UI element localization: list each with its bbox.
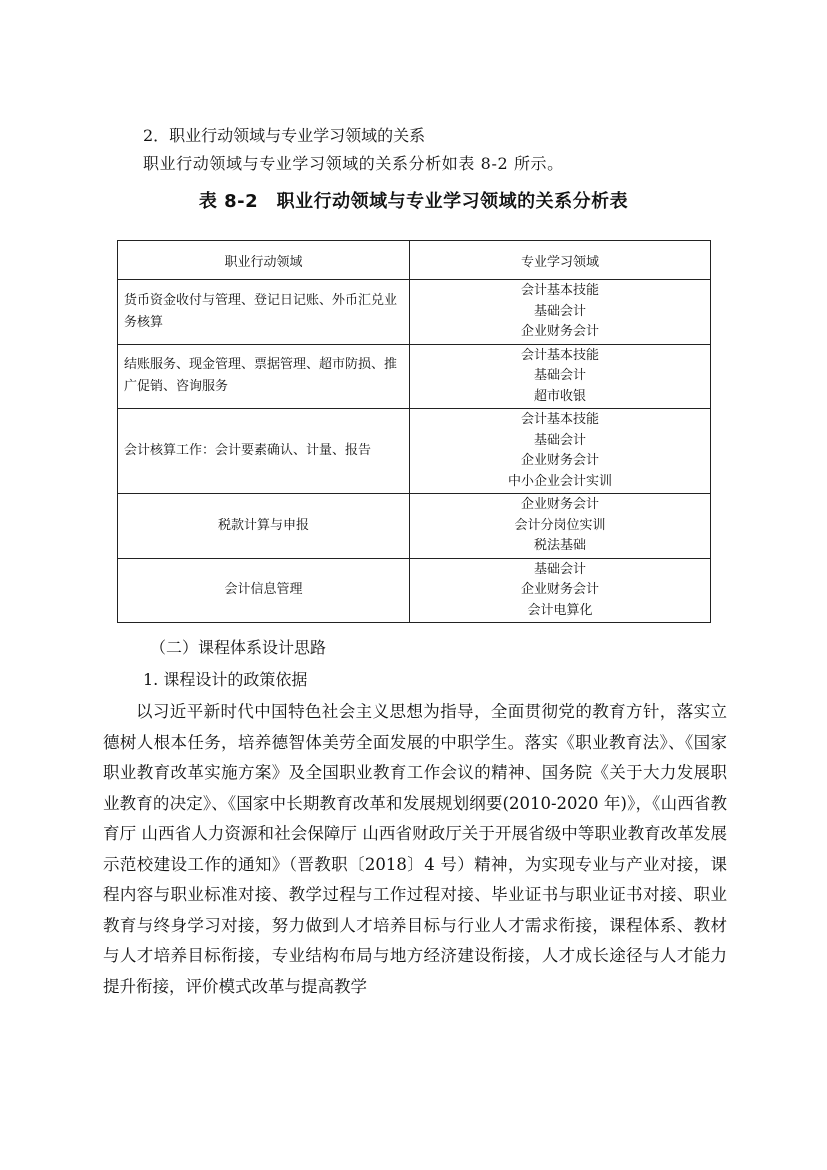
action-domain-cell: 货币资金收付与管理、登记日记账、外币汇兑业务核算 — [118, 280, 410, 345]
course-item: 基础会计 — [533, 303, 586, 319]
course-item: 基础会计 — [533, 432, 586, 448]
header-action-domain: 职业行动领域 — [118, 241, 410, 280]
intro-text: 职业行动领域与专业学习领域的关系分析如表 8-2 所示。 — [143, 154, 564, 173]
course-item: 基础会计 — [533, 561, 586, 577]
table-caption: 表 8-2 职业行动领域与专业学习领域的关系分析表 — [198, 191, 629, 212]
course-item: 会计电算化 — [527, 602, 593, 618]
subsubsection-heading: 1. 课程设计的政策依据 — [143, 670, 308, 689]
course-item: 超市收银 — [533, 388, 586, 404]
course-item: 企业财务会计 — [520, 453, 599, 468]
subsection-heading: （二）课程体系设计思路 — [150, 638, 327, 657]
body-paragraph: 以习近平新时代中国特色社会主义思想为指导，全面贯彻党的教育方针，落实立德树人根本任务，培养德智体美劳全面发展的中职学生。落实《职业教育法》、《国家职业教育改革实施方案》及全国职业教育工作会议的精神、国务院《关于大力发展职业教育的决定》、《国家中长期教育改革和发展规划纲要(2010-2020 年)》，《山西省教育厅 山西省人力资源和社会保障厅 山西省财政厅关于开展省级中等职业教育改革发展示范校建设工作的通知》（晋教职〔2018〕4 号）精神，为实现专业与产业对接，课程内容与职业标准对接、教学过程与工作过程对接、毕业证书与职业证书对接、职业教育与终身学习对接，努力做到人才培养目标与行业人才需求衔接，课程体系、教材与人才培养目标衔接，专业结构布局与地方经济建设衔接，人才成长途径与人才能力提升衔接，评价模式改革与提高教学 — [103, 702, 727, 996]
course-item: 会计基本技能 — [520, 347, 599, 363]
table-row — [118, 409, 711, 494]
action-domain-cell: 会计信息管理 — [118, 558, 410, 623]
table-header-row — [118, 241, 711, 280]
course-item: 企业财务会计 — [520, 497, 599, 512]
course-item: 基础会计 — [533, 368, 586, 383]
course-item: 企业财务会计 — [520, 324, 599, 339]
learning-domain-cell — [410, 494, 711, 559]
learning-domain-cell — [410, 409, 711, 494]
learning-domain-cell — [410, 558, 711, 623]
relationship-table — [117, 240, 711, 623]
course-item: 会计分岗位实训 — [514, 517, 606, 533]
table-row — [118, 280, 711, 345]
learning-domain-cell — [410, 280, 711, 345]
course-item: 企业财务会计 — [520, 582, 599, 597]
table-row — [118, 558, 711, 623]
course-item: 会计基本技能 — [520, 283, 599, 298]
section-heading: 2．职业行动领域与专业学习领域的关系 — [143, 126, 426, 145]
header-learning-domain: 专业学习领域 — [410, 241, 711, 280]
course-item: 税法基础 — [533, 538, 586, 553]
table-row — [118, 344, 711, 409]
table-row — [118, 494, 711, 559]
learning-domain-cell — [410, 344, 711, 409]
action-domain-cell: 会计核算工作：会计要素确认、计量、报告 — [118, 409, 410, 494]
course-item: 中小企业会计实训 — [507, 473, 612, 489]
action-domain-cell: 税款计算与申报 — [118, 494, 410, 559]
action-domain-cell: 结账服务、现金管理、票据管理、超市防损、推广促销、咨询服务 — [118, 344, 410, 409]
course-item: 会计基本技能 — [520, 412, 599, 427]
